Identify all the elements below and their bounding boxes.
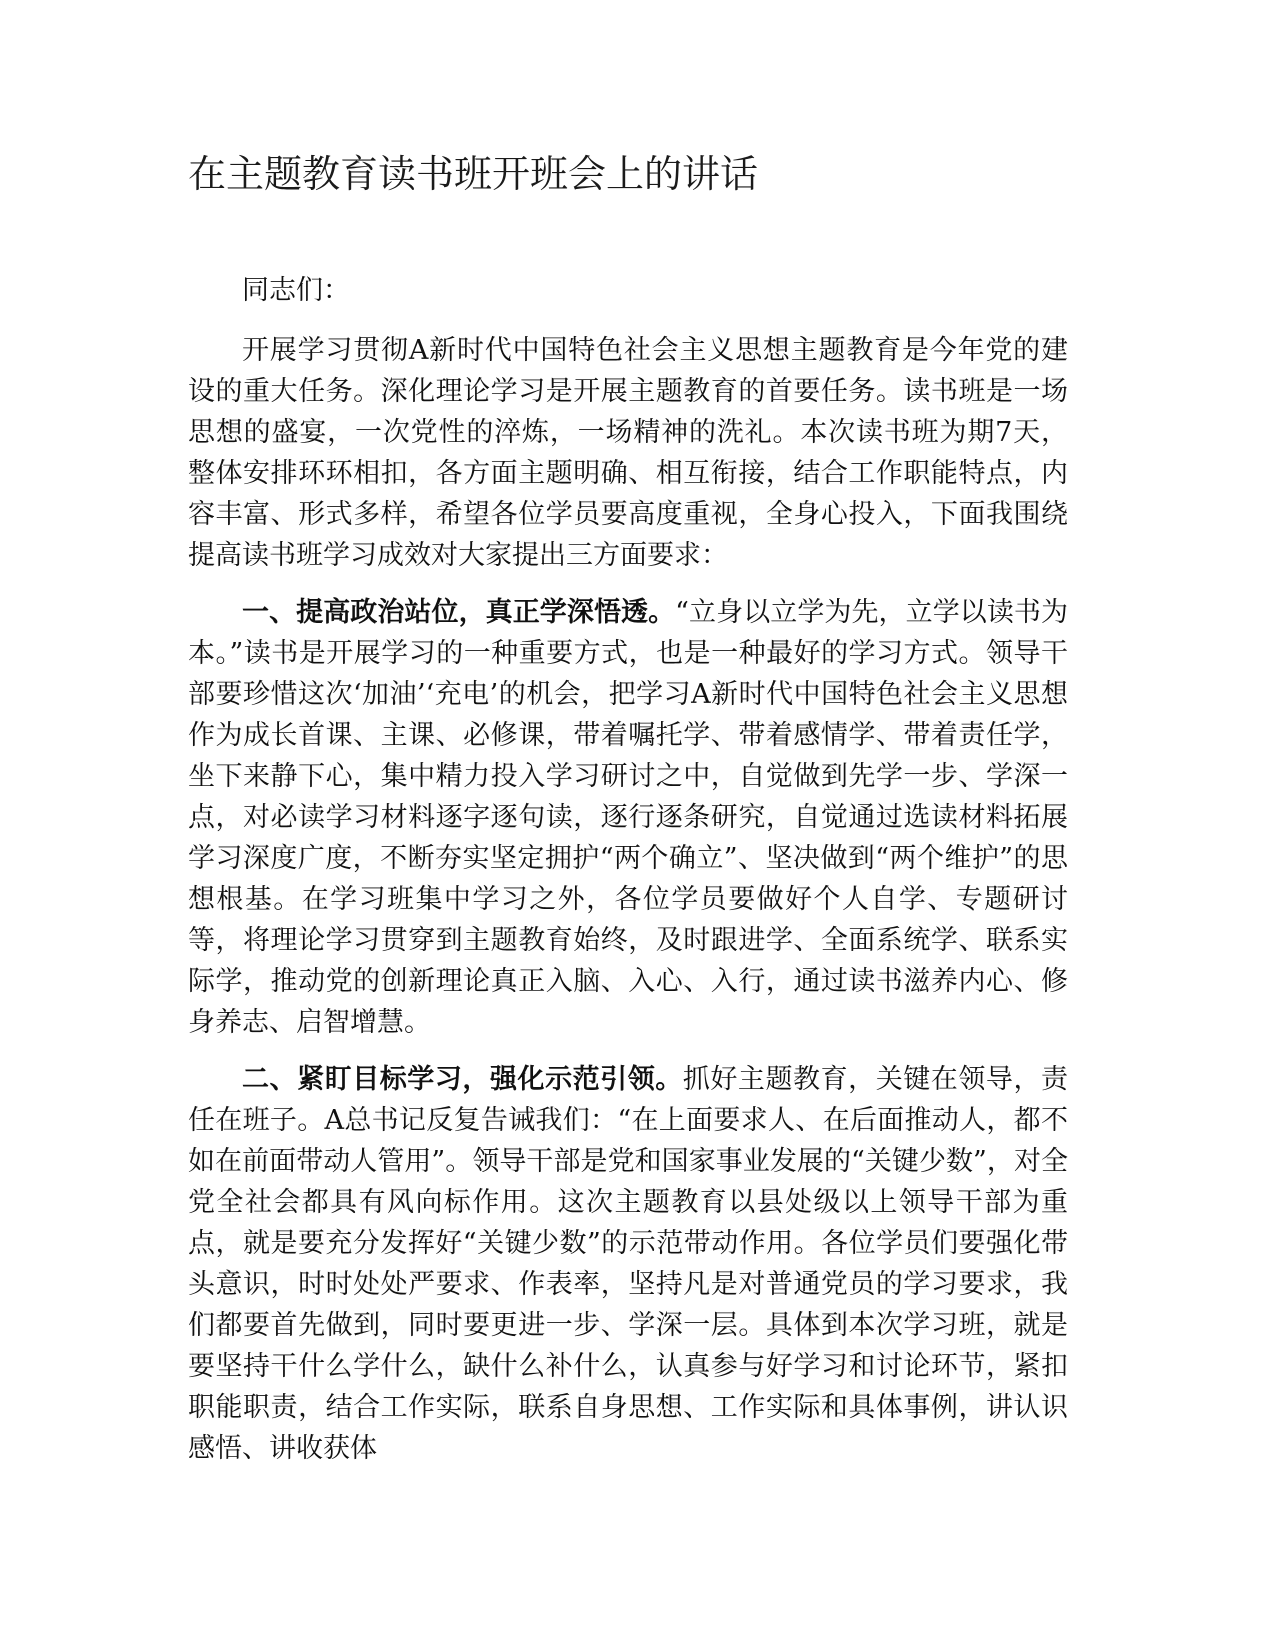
document-body [188,270,1068,1485]
section-paragraph-2 [188,1059,1068,1469]
salutation: 同志们： [242,275,350,306]
intro-paragraph: 开展学习贯彻A新时代中国特色社会主义思想主题教育是今年党的建设的重大任务。深化理论学习是开展主题教育的首要任务。读书班是一场思想的盛宴，一次党性的淬炼，一场精神的洗礼。本次读书班为期7天，整体安排环环相扣，各方面主题明确、相互衔接，结合工作职能特点，内容丰富、形式多样，希望各位学员要高度重视，全身心投入，下面我围绕提高读书班学习成效对大家提出三方面要求： [188,335,1068,571]
section-heading-2: 二、紧盯目标学习，强化示范引领。 [242,1064,683,1095]
section-paragraph-1 [188,592,1068,1043]
section-heading-1: 一、提高政治站位，真正学深悟透。 [242,597,676,628]
document-title: 在主题教育读书班开班会上的讲话 [188,152,759,196]
section-text-2: 抓好主题教育，关键在领导，责任在班子。A总书记反复告诫我们：“在上面要求人、在后面推动人，都不如在前面带动人管用”。领导干部是党和国家事业发展的“关键少数”，对全党全社会都具有风向标作用。这次主题教育以县处级以上领导干部为重点，就是要充分发挥好“关键少数”的示范带动作用。各位学员们要强化带头意识，时时处处严要求、作表率，坚持凡是对普通党员的学习要求，我们都要首先做到，同时要更进一步、学深一层。具体到本次学习班，就是要坚持干什么学什么，缺什么补什么，认真参与好学习和讨论环节，紧扣职能职责，结合工作实际，联系自身思想、工作实际和具体事例，讲认识感悟、讲收获体 [188,1064,1069,1464]
section-text-1: “立身以立学为先，立学以读书为本。”读书是开展学习的一种重要方式，也是一种最好的学习方式。领导干部要珍惜这次‘加油’‘充电’的机会，把学习A新时代中国特色社会主义思想作为成长首课、主课、必修课，带着嘱托学、带着感情学、带着责任学，坐下来静下心，集中精力投入学习研讨之中，自觉做到先学一步、学深一点，对必读学习材料逐字逐句读，逐行逐条研究，自觉通过选读材料拓展学习深度广度，不断夯实坚定拥护“两个确立”、坚决做到“两个维护”的思想根基。在学习班集中学习之外，各位学员要做好个人自学、专题研讨等，将理论学习贯穿到主题教育始终，及时跟进学、全面系统学、联系实际学，推动党的创新理论真正入脑、入心、入行，通过读书滋养内心、修身养志、启智增慧。 [188,597,1068,1038]
